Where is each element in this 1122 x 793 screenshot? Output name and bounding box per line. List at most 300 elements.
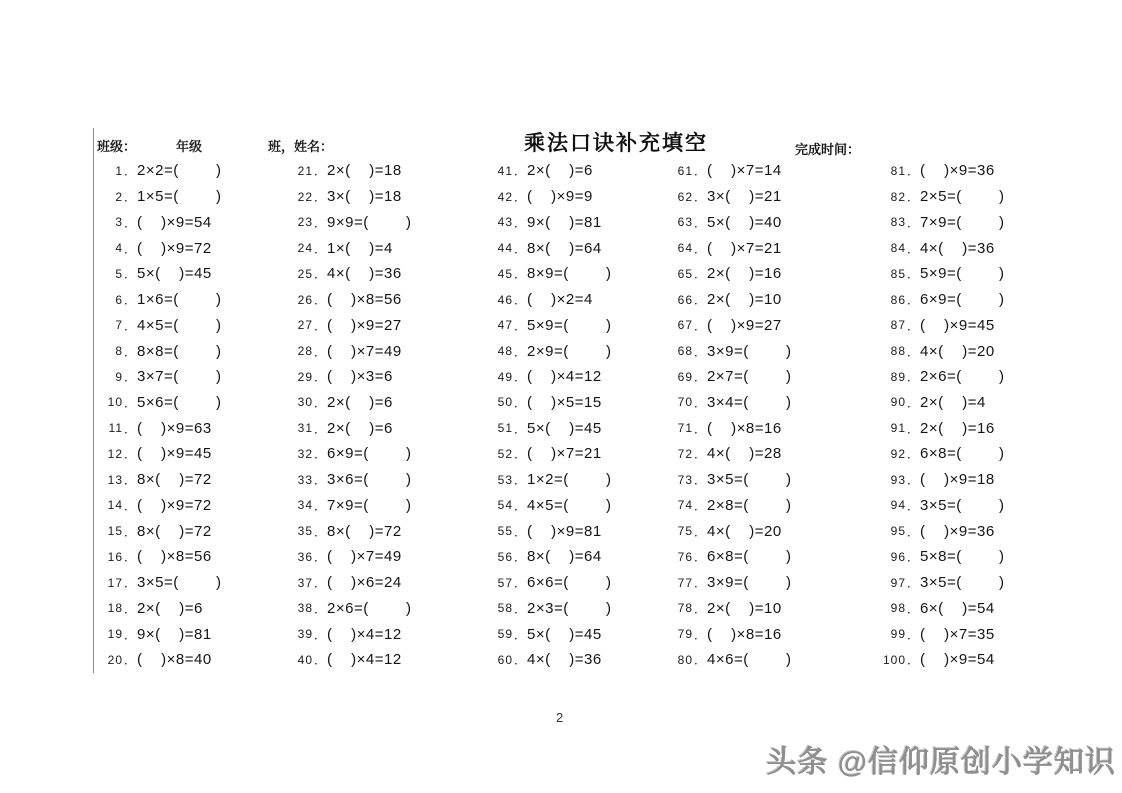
problem-row — [287, 261, 477, 287]
problem-expression: 2×( )=6 — [327, 393, 393, 411]
problem-row — [487, 390, 677, 416]
problem-expression: 4×( )=20 — [920, 342, 995, 360]
problem-expression: ( )×2=4 — [527, 291, 593, 309]
problem-separator: ． — [694, 164, 707, 179]
problem-expression: ( )×8=16 — [707, 625, 782, 643]
problem-expression: 3×5=( ) — [137, 574, 222, 592]
problem-expression: ( )×9=45 — [920, 316, 995, 334]
problem-separator: ． — [694, 550, 707, 565]
problem-separator: ． — [514, 524, 527, 539]
problem-row — [487, 338, 677, 364]
problem-expression: 6×8=( ) — [920, 445, 1005, 463]
problem-separator: ． — [124, 421, 137, 436]
problem-number: 33 — [297, 472, 313, 487]
problem-number: 25 — [297, 266, 313, 281]
problem-row — [880, 595, 1070, 621]
watermark-byline: 头条 @信仰原创小学知识 — [766, 746, 1116, 779]
problem-expression: 2×( )=16 — [920, 419, 995, 437]
problem-separator: ． — [314, 601, 327, 616]
problem-separator: ． — [314, 318, 327, 333]
problem-row — [97, 544, 287, 570]
problem-separator: ． — [907, 267, 920, 282]
problem-expression: 6×6=( ) — [527, 574, 612, 592]
problem-row — [287, 415, 477, 441]
problem-number: 12 — [107, 446, 123, 461]
problem-number: 28 — [297, 344, 313, 358]
problem-separator: ． — [314, 653, 327, 668]
problem-row — [287, 338, 477, 364]
problem-row — [487, 570, 677, 596]
problem-expression: 5×9=( ) — [920, 265, 1005, 283]
problem-row — [487, 209, 677, 235]
problem-row — [487, 493, 677, 519]
problem-number: 47 — [497, 318, 513, 333]
problem-separator: ． — [514, 267, 527, 282]
problem-row — [487, 261, 677, 287]
problem-expression: ( )×8=16 — [707, 419, 782, 437]
problem-expression: 4×( )=36 — [327, 265, 402, 283]
problem-separator: ． — [314, 550, 327, 565]
problem-separator: ． — [314, 190, 327, 205]
problem-row — [487, 544, 677, 570]
problem-number: 29 — [297, 369, 313, 384]
problem-row — [667, 261, 857, 287]
problem-number: 6 — [115, 292, 123, 307]
problem-number: 65 — [677, 266, 693, 281]
problem-expression: 2×8=( ) — [707, 496, 792, 514]
problem-row — [287, 621, 477, 647]
problem-number: 52 — [497, 446, 513, 461]
problem-number: 84 — [890, 241, 906, 256]
problem-expression: 2×( )=6 — [527, 162, 593, 180]
problem-expression: ( )×9=72 — [137, 239, 212, 257]
problem-expression: ( )×5=15 — [527, 393, 602, 411]
problem-row — [880, 235, 1070, 261]
problem-row — [880, 415, 1070, 441]
problems-column-2 — [287, 158, 477, 673]
problem-row — [487, 312, 677, 338]
problem-row — [667, 518, 857, 544]
problem-separator: ． — [907, 293, 920, 308]
problem-row — [287, 493, 477, 519]
problem-number: 16 — [107, 549, 123, 564]
problem-row — [667, 544, 857, 570]
problem-row — [487, 287, 677, 313]
problem-expression: ( )×9=36 — [920, 522, 995, 540]
problem-expression: 4×( )=36 — [920, 239, 995, 257]
problem-number: 77 — [677, 575, 693, 590]
problem-separator: ． — [907, 653, 920, 668]
problem-row — [97, 312, 287, 338]
problems-column-5 — [880, 158, 1070, 673]
problem-row — [287, 647, 477, 673]
problem-separator: ． — [124, 498, 137, 513]
problem-number: 55 — [497, 524, 513, 539]
problem-number: 78 — [677, 601, 693, 616]
problem-expression: 3×5=( ) — [707, 471, 792, 489]
problem-separator: ． — [694, 524, 707, 539]
problem-row — [287, 184, 477, 210]
problem-expression: ( )×7=35 — [920, 625, 995, 643]
problem-separator: ． — [314, 164, 327, 179]
problem-separator: ． — [124, 447, 137, 462]
problem-number: 89 — [890, 369, 906, 384]
problem-expression: ( )×8=56 — [137, 548, 212, 566]
problem-number: 45 — [497, 266, 513, 281]
problem-number: 99 — [890, 627, 906, 642]
problem-number: 60 — [497, 652, 513, 667]
problem-separator: ． — [694, 653, 707, 668]
problem-separator: ． — [907, 576, 920, 591]
problem-number: 40 — [297, 652, 313, 667]
problem-row — [287, 518, 477, 544]
problem-number: 74 — [677, 498, 693, 513]
problem-separator: ． — [694, 473, 707, 488]
problem-separator: ． — [314, 370, 327, 385]
problem-expression: 5×( )=45 — [527, 625, 602, 643]
problem-row — [287, 595, 477, 621]
problems-column-3 — [487, 158, 677, 673]
problem-number: 31 — [297, 421, 313, 436]
problem-separator: ． — [124, 241, 137, 256]
problem-row — [287, 390, 477, 416]
problem-number: 98 — [890, 601, 906, 616]
problem-row — [487, 621, 677, 647]
problem-separator: ． — [124, 164, 137, 179]
problem-number: 67 — [677, 318, 693, 333]
problem-number: 19 — [107, 627, 123, 642]
problem-expression: 2×( )=18 — [327, 162, 402, 180]
name-label: 班，姓名： — [268, 139, 334, 154]
problem-number: 61 — [677, 163, 693, 178]
problem-expression: 8×( )=64 — [527, 239, 602, 257]
problem-row — [97, 647, 287, 673]
page-number: 2 — [556, 710, 564, 725]
problem-expression: 3×( )=18 — [327, 188, 402, 206]
left-margin-line — [93, 128, 94, 673]
problem-expression: 5×( )=40 — [707, 213, 782, 231]
problem-separator: ． — [694, 293, 707, 308]
problem-separator: ． — [907, 395, 920, 410]
problem-number: 20 — [107, 652, 123, 667]
problem-expression: 9×9=( ) — [327, 213, 412, 231]
problem-expression: 3×7=( ) — [137, 368, 222, 386]
class-label: 班级： — [97, 139, 137, 154]
problem-expression: ( )×9=36 — [920, 162, 995, 180]
problem-number: 27 — [297, 318, 313, 333]
problem-number: 42 — [497, 189, 513, 204]
problem-row — [287, 158, 477, 184]
problem-row — [667, 235, 857, 261]
problem-number: 22 — [297, 189, 313, 204]
problem-row — [287, 209, 477, 235]
problem-row — [287, 364, 477, 390]
problem-separator: ． — [124, 267, 137, 282]
problem-separator: ． — [907, 524, 920, 539]
problem-number: 17 — [107, 575, 123, 590]
grade-label: 年级 — [176, 139, 203, 154]
problem-number: 72 — [677, 446, 693, 461]
problem-row — [487, 595, 677, 621]
problem-row — [667, 595, 857, 621]
problem-number: 90 — [890, 395, 906, 410]
problem-number: 97 — [890, 575, 906, 590]
problem-row — [880, 209, 1070, 235]
problem-expression: 3×( )=21 — [707, 188, 782, 206]
problem-expression: ( )×7=49 — [327, 548, 402, 566]
problem-separator: ． — [314, 293, 327, 308]
problem-row — [97, 570, 287, 596]
problem-number: 37 — [297, 575, 313, 590]
problem-number: 59 — [497, 627, 513, 642]
problem-number: 70 — [677, 395, 693, 410]
problem-expression: 5×8=( ) — [920, 548, 1005, 566]
problem-expression: ( )×8=40 — [137, 651, 212, 669]
problem-separator: ． — [514, 318, 527, 333]
problem-separator: ． — [694, 498, 707, 513]
problem-row — [97, 184, 287, 210]
problem-row — [880, 621, 1070, 647]
problem-number: 79 — [677, 627, 693, 642]
problem-number: 93 — [890, 472, 906, 487]
problem-separator: ． — [907, 473, 920, 488]
problem-number: 56 — [497, 549, 513, 564]
problem-separator: ． — [514, 370, 527, 385]
problem-row — [667, 209, 857, 235]
problem-number: 26 — [297, 292, 313, 307]
problem-separator: ． — [514, 576, 527, 591]
problem-separator: ． — [694, 370, 707, 385]
problem-number: 68 — [677, 344, 693, 358]
problem-row — [97, 467, 287, 493]
problem-number: 66 — [677, 292, 693, 307]
problem-row — [487, 647, 677, 673]
problem-expression: 2×6=( ) — [920, 368, 1005, 386]
problem-expression: 2×5=( ) — [920, 188, 1005, 206]
problem-row — [487, 467, 677, 493]
problem-separator: ． — [124, 293, 137, 308]
problem-separator: ． — [514, 215, 527, 230]
problem-row — [880, 184, 1070, 210]
problem-row — [880, 570, 1070, 596]
problem-row — [97, 441, 287, 467]
problem-row — [97, 621, 287, 647]
page-title: 乘法口诀补充填空 — [524, 132, 708, 155]
problem-number: 9 — [115, 369, 123, 384]
problem-expression: ( )×9=45 — [137, 445, 212, 463]
problem-expression: 2×( )=10 — [707, 291, 782, 309]
problem-expression: 4×( )=28 — [707, 445, 782, 463]
problem-number: 8 — [115, 344, 123, 358]
problem-number: 34 — [297, 498, 313, 513]
problem-row — [97, 390, 287, 416]
problem-separator: ． — [124, 653, 137, 668]
problem-row — [287, 441, 477, 467]
problem-expression: 2×7=( ) — [707, 368, 792, 386]
problem-number: 62 — [677, 189, 693, 204]
problem-row — [487, 184, 677, 210]
problem-expression: 5×( )=45 — [527, 419, 602, 437]
problem-separator: ． — [907, 164, 920, 179]
problem-expression: 3×6=( ) — [327, 471, 412, 489]
problem-separator: ． — [314, 421, 327, 436]
problem-separator: ． — [907, 318, 920, 333]
problem-number: 30 — [297, 395, 313, 410]
problem-expression: 8×( )=72 — [137, 471, 212, 489]
problem-row — [667, 312, 857, 338]
problem-number: 80 — [677, 652, 693, 667]
problem-separator: ． — [694, 267, 707, 282]
problem-separator: ． — [314, 627, 327, 642]
problem-expression: ( )×9=81 — [527, 522, 602, 540]
problem-separator: ． — [124, 215, 137, 230]
problem-separator: ． — [694, 447, 707, 462]
problem-row — [667, 493, 857, 519]
problem-expression: 4×5=( ) — [527, 496, 612, 514]
problem-number: 75 — [677, 524, 693, 539]
problem-number: 51 — [497, 421, 513, 436]
problem-number: 41 — [497, 163, 513, 178]
problem-separator: ． — [514, 164, 527, 179]
problem-separator: ． — [907, 498, 920, 513]
problem-number: 48 — [497, 344, 513, 358]
problem-expression: ( )×6=24 — [327, 574, 402, 592]
problem-row — [287, 235, 477, 261]
problem-number: 53 — [497, 472, 513, 487]
problem-expression: ( )×7=21 — [527, 445, 602, 463]
problem-row — [880, 467, 1070, 493]
problem-expression: 2×( )=10 — [707, 599, 782, 617]
problem-separator: ． — [124, 318, 137, 333]
problem-row — [667, 647, 857, 673]
problem-number: 46 — [497, 292, 513, 307]
problem-number: 1 — [115, 163, 123, 178]
problem-separator: ． — [124, 395, 137, 410]
problem-separator: ． — [694, 601, 707, 616]
problem-number: 96 — [890, 549, 906, 564]
problem-number: 21 — [297, 163, 313, 178]
problems-column-1 — [97, 158, 287, 673]
problem-number: 69 — [677, 369, 693, 384]
problem-expression: ( )×7=14 — [707, 162, 782, 180]
problems-column-4 — [667, 158, 857, 673]
problem-number: 50 — [497, 395, 513, 410]
problem-expression: 4×6=( ) — [707, 651, 792, 669]
problem-separator: ． — [124, 576, 137, 591]
problem-expression: 5×9=( ) — [527, 316, 612, 334]
problem-row — [97, 261, 287, 287]
problem-row — [667, 184, 857, 210]
problem-separator: ． — [514, 601, 527, 616]
problem-row — [880, 158, 1070, 184]
problem-row — [667, 621, 857, 647]
problem-row — [880, 338, 1070, 364]
problem-separator: ． — [907, 344, 920, 359]
problem-expression: ( )×9=27 — [327, 316, 402, 334]
problem-expression: ( )×7=21 — [707, 239, 782, 257]
problem-row — [97, 338, 287, 364]
problem-row — [97, 415, 287, 441]
problem-separator: ． — [907, 215, 920, 230]
problem-number: 95 — [890, 524, 906, 539]
problem-row — [880, 390, 1070, 416]
problem-expression: 1×2=( ) — [527, 471, 612, 489]
problem-row — [667, 570, 857, 596]
problem-number: 24 — [297, 241, 313, 256]
problem-separator: ． — [694, 215, 707, 230]
problem-separator: ． — [514, 421, 527, 436]
problem-number: 39 — [297, 627, 313, 642]
problem-separator: ． — [314, 473, 327, 488]
problem-expression: ( )×9=72 — [137, 496, 212, 514]
problem-row — [880, 647, 1070, 673]
problem-expression: 8×( )=72 — [327, 522, 402, 540]
problem-separator: ． — [124, 524, 137, 539]
problem-row — [880, 312, 1070, 338]
problem-expression: ( )×3=6 — [327, 368, 393, 386]
problem-number: 58 — [497, 601, 513, 616]
problem-expression: 2×( )=6 — [137, 599, 203, 617]
problem-separator: ． — [514, 653, 527, 668]
problem-row — [487, 158, 677, 184]
problem-number: 81 — [890, 163, 906, 178]
problem-number: 7 — [115, 318, 123, 333]
problem-expression: 4×( )=20 — [707, 522, 782, 540]
problem-row — [97, 364, 287, 390]
problem-number: 76 — [677, 549, 693, 564]
problem-separator: ． — [314, 241, 327, 256]
problem-separator: ． — [124, 473, 137, 488]
problem-number: 15 — [107, 524, 123, 539]
problem-expression: ( )×9=54 — [920, 651, 995, 669]
problem-expression: ( )×9=18 — [920, 471, 995, 489]
problem-separator: ． — [907, 421, 920, 436]
problem-expression: 1×5=( ) — [137, 188, 222, 206]
problem-row — [287, 570, 477, 596]
problem-expression: 6×9=( ) — [920, 291, 1005, 309]
problem-row — [97, 287, 287, 313]
problem-separator: ． — [514, 498, 527, 513]
problem-expression: 6×( )=54 — [920, 599, 995, 617]
problem-expression: 6×8=( ) — [707, 548, 792, 566]
problem-expression: 3×9=( ) — [707, 342, 792, 360]
problem-expression: 9×( )=81 — [527, 213, 602, 231]
problem-separator: ． — [694, 318, 707, 333]
problem-expression: 2×( )=6 — [327, 419, 393, 437]
problem-number: 23 — [297, 215, 313, 230]
problem-separator: ． — [124, 190, 137, 205]
problem-separator: ． — [124, 550, 137, 565]
problem-separator: ． — [694, 395, 707, 410]
problem-row — [880, 261, 1070, 287]
problem-number: 49 — [497, 369, 513, 384]
problem-row — [667, 415, 857, 441]
problem-separator: ． — [514, 550, 527, 565]
problem-expression: ( )×9=27 — [707, 316, 782, 334]
problem-expression: 3×5=( ) — [920, 574, 1005, 592]
problem-row — [287, 467, 477, 493]
problem-number: 83 — [890, 215, 906, 230]
problem-row — [287, 312, 477, 338]
problem-expression: ( )×9=63 — [137, 419, 212, 437]
problem-expression: 7×9=( ) — [327, 496, 412, 514]
problem-expression: ( )×7=49 — [327, 342, 402, 360]
problem-separator: ． — [514, 344, 527, 359]
problem-expression: 7×9=( ) — [920, 213, 1005, 231]
problem-separator: ． — [514, 447, 527, 462]
problem-number: 4 — [115, 241, 123, 256]
problem-number: 85 — [890, 266, 906, 281]
